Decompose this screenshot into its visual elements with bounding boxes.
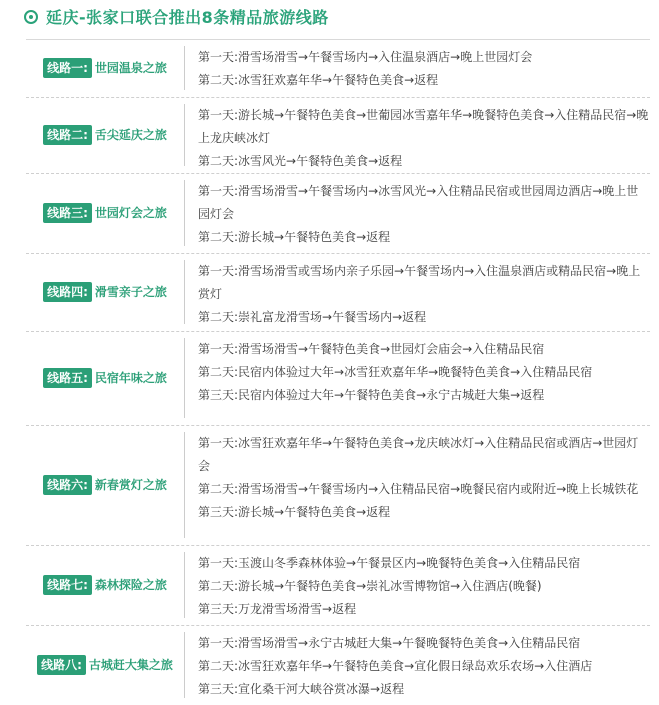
route-4 bbox=[26, 254, 650, 330]
route-name: 世园温泉之旅 bbox=[94, 61, 167, 75]
day-line: 第一天:滑雪场滑雪→午餐雪场内→冰雪风光→入住精品民宿或世园周边酒店→晚上世园灯会 bbox=[198, 184, 639, 221]
day-line: 第一天:滑雪场滑雪→永宁古城赶大集→午餐晚餐特色美食→入住精品民宿 bbox=[198, 636, 581, 650]
day-line: 第一天:滑雪场滑雪→午餐特色美食→世园灯会庙会→入住精品民宿 bbox=[198, 342, 545, 356]
day-line: 第一天:玉渡山冬季森林体验→午餐景区内→晚餐特色美食→入住精品民宿 bbox=[198, 556, 581, 570]
route-days bbox=[198, 46, 650, 92]
day-line: 第一天:冰雪狂欢嘉年华→午餐特色美食→龙庆峡冰灯→入住精品民宿或酒店→世园灯会 bbox=[198, 436, 639, 473]
route-badge bbox=[43, 58, 167, 78]
route-days bbox=[198, 552, 650, 621]
day-line: 第二天:冰雪狂欢嘉年华→午餐特色美食→宣化假日绿岛欢乐农场→入住酒店 bbox=[198, 659, 593, 673]
vertical-divider bbox=[184, 260, 185, 324]
route-name: 舌尖延庆之旅 bbox=[94, 128, 167, 142]
page-title: 延庆-张家口联合推出8条精品旅游线路 bbox=[46, 8, 329, 27]
route-badge bbox=[43, 475, 167, 495]
route-number: 线路四: bbox=[43, 282, 92, 302]
route-number: 线路一: bbox=[43, 58, 92, 78]
route-number: 线路八: bbox=[37, 655, 86, 675]
day-line: 第一天:滑雪场滑雪或雪场内亲子乐园→午餐雪场内→入住温泉酒店或精品民宿→晚上赏灯 bbox=[198, 264, 641, 301]
vertical-divider bbox=[184, 104, 185, 166]
route-8 bbox=[26, 626, 650, 704]
route-days bbox=[198, 632, 650, 701]
vertical-divider bbox=[184, 552, 185, 618]
route-6 bbox=[26, 426, 650, 544]
route-1 bbox=[26, 40, 650, 96]
day-line: 第二天:民宿内体验过大年→冰雪狂欢嘉年华→晚餐特色美食→入住精品民宿 bbox=[198, 365, 593, 379]
vertical-divider bbox=[184, 338, 185, 418]
day-line: 第二天:冰雪狂欢嘉年华→午餐特色美食→返程 bbox=[198, 73, 439, 87]
route-name: 世园灯会之旅 bbox=[94, 206, 167, 220]
day-line: 第三天:游长城→午餐特色美食→返程 bbox=[198, 505, 391, 519]
route-days bbox=[198, 260, 650, 329]
route-7 bbox=[26, 546, 650, 624]
route-badge bbox=[37, 655, 173, 675]
day-line: 第二天:滑雪场滑雪→午餐雪场内→入住精品民宿→晚餐民宿内或附近→晚上长城铁花 bbox=[198, 482, 639, 496]
route-name: 古城赶大集之旅 bbox=[88, 658, 173, 672]
day-line: 第三天:民宿内体验过大年→午餐特色美食→永宁古城赶大集→返程 bbox=[198, 388, 545, 402]
circle-bullet-icon bbox=[24, 10, 38, 24]
route-5 bbox=[26, 332, 650, 424]
day-line: 第二天:冰雪风光→午餐特色美食→返程 bbox=[198, 154, 403, 168]
day-line: 第一天:游长城→午餐特色美食→世葡园冰雪嘉年华→晚餐特色美食→入住精品民宿→晚上龙庆峡冰灯 bbox=[198, 108, 649, 145]
route-number: 线路二: bbox=[43, 125, 92, 145]
day-line: 第二天:游长城→午餐特色美食→崇礼冰雪博物馆→入住酒店(晚餐) bbox=[198, 579, 542, 593]
route-badge bbox=[43, 575, 167, 595]
route-name: 森林探险之旅 bbox=[94, 578, 167, 592]
day-line: 第三天:万龙滑雪场滑雪→返程 bbox=[198, 602, 357, 616]
route-days bbox=[198, 104, 650, 173]
route-2 bbox=[26, 98, 650, 172]
route-badge bbox=[43, 368, 167, 388]
route-days bbox=[198, 432, 650, 524]
route-days bbox=[198, 180, 650, 249]
route-3 bbox=[26, 174, 650, 252]
route-name: 新春赏灯之旅 bbox=[94, 478, 167, 492]
route-name: 滑雪亲子之旅 bbox=[94, 285, 167, 299]
vertical-divider bbox=[184, 46, 185, 90]
route-number: 线路五: bbox=[43, 368, 92, 388]
route-number: 线路七: bbox=[43, 575, 92, 595]
route-number: 线路六: bbox=[43, 475, 92, 495]
route-days bbox=[198, 338, 650, 407]
page-header bbox=[0, 0, 659, 33]
vertical-divider bbox=[184, 432, 185, 538]
route-name: 民宿年味之旅 bbox=[94, 371, 167, 385]
vertical-divider bbox=[184, 632, 185, 698]
vertical-divider bbox=[184, 180, 185, 246]
day-line: 第二天:游长城→午餐特色美食→返程 bbox=[198, 230, 391, 244]
day-line: 第三天:宣化桑干河大峡谷赏冰瀑→返程 bbox=[198, 682, 405, 696]
day-line: 第二天:崇礼富龙滑雪场→午餐雪场内→返程 bbox=[198, 310, 427, 324]
day-line: 第一天:滑雪场滑雪→午餐雪场内→入住温泉酒店→晚上世园灯会 bbox=[198, 50, 533, 64]
route-number: 线路三: bbox=[43, 203, 92, 223]
route-badge bbox=[43, 203, 167, 223]
route-badge bbox=[43, 282, 167, 302]
route-badge bbox=[43, 125, 167, 145]
